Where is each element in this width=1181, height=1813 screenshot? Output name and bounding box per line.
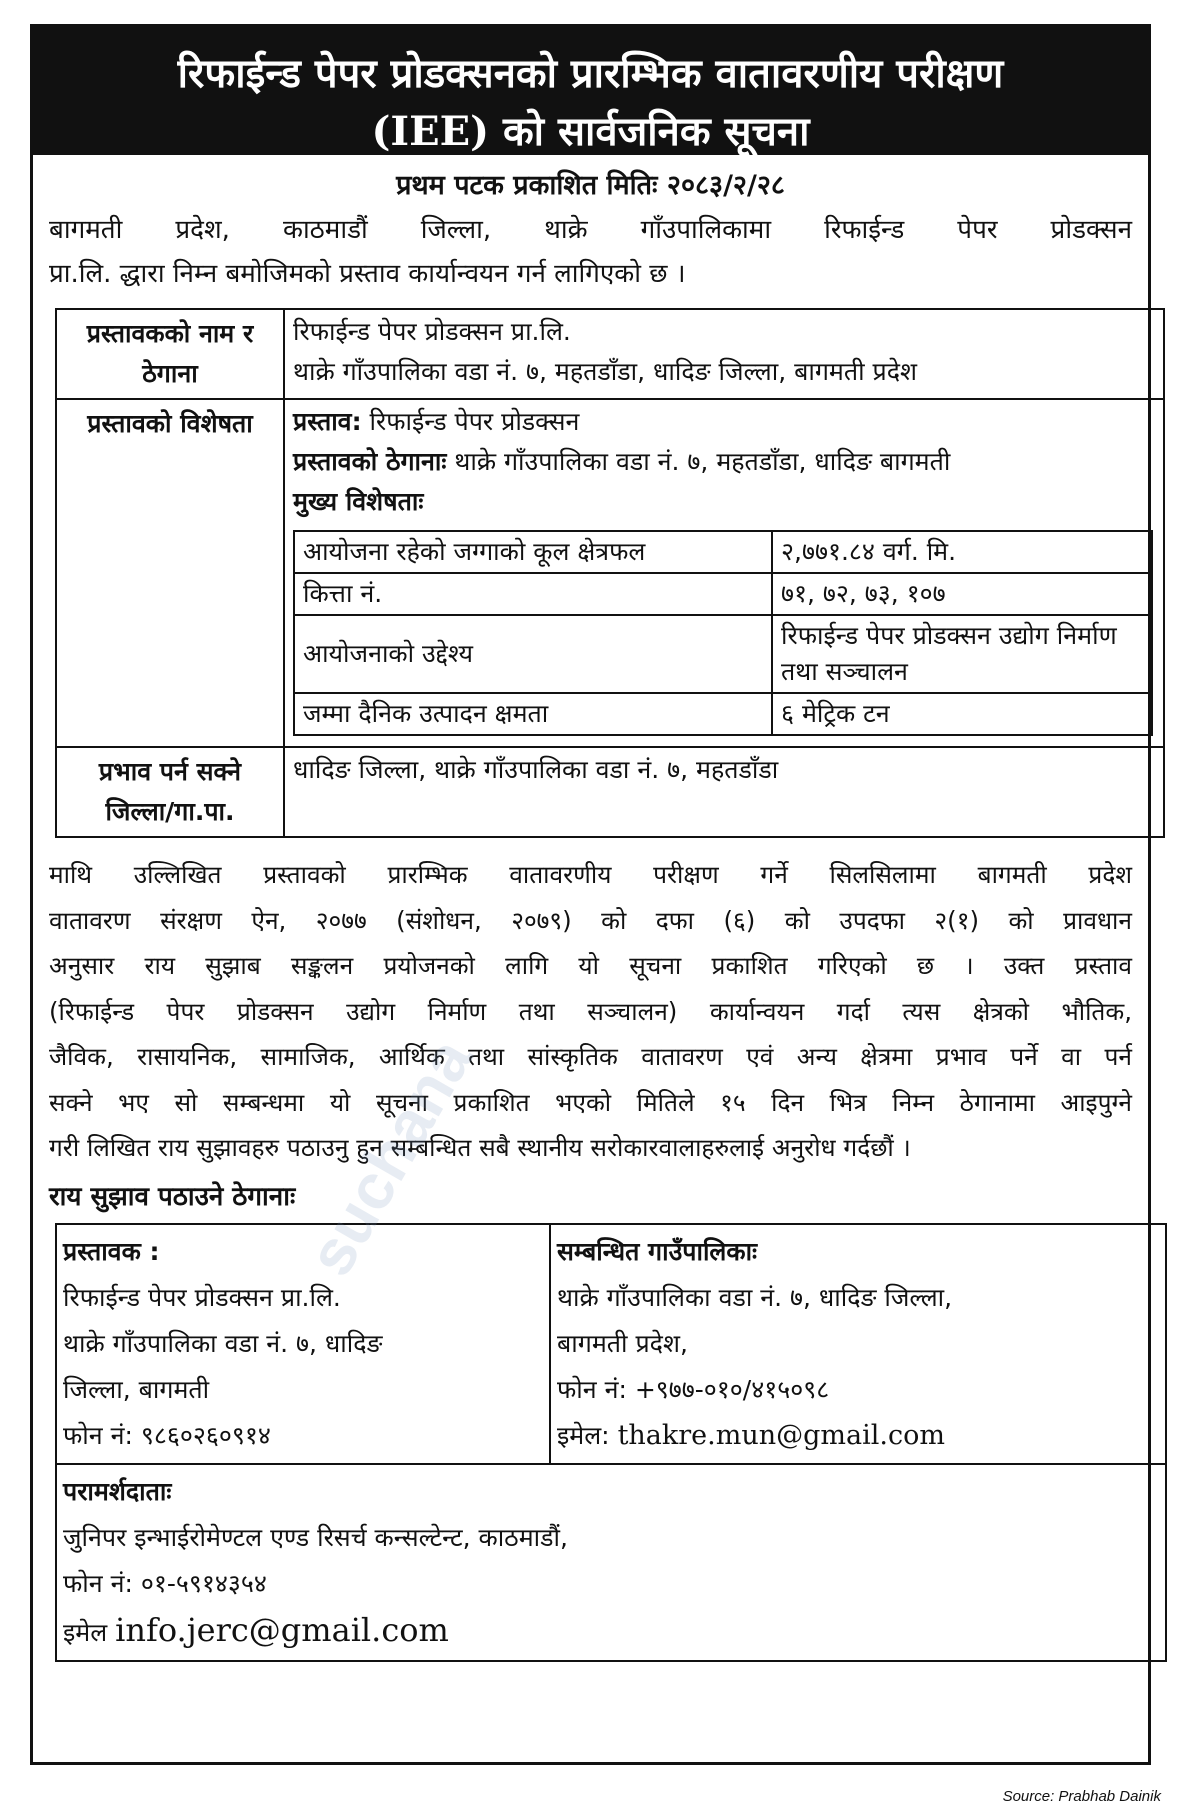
proposal-table	[55, 308, 1165, 838]
municipality-contact-line: थाक्रे गाँउपालिका वडा नं. ७, धादिङ जिल्ला,	[557, 1282, 953, 1312]
intro-line: बागमती प्रदेश, काठमाडौं जिल्ला, थाक्रे गाँउपालिकामा रिफाईन्ड पेपर प्रोडक्सन	[49, 215, 1132, 245]
title-line-1: रिफाईन्ड पेपर प्रोडक्सनको प्रारम्भिक वातावरणीय परीक्षण	[177, 50, 1004, 97]
impact-row	[56, 747, 1164, 837]
proponent-contact-line: थाक्रे गाँउपालिका वडा नं. ७, धादिङ	[63, 1328, 383, 1358]
consultant-phone: फोन नं: ०१-५९१४३५४	[63, 1568, 267, 1598]
proponent-name: रिफाईन्ड पेपर प्रोडक्सन प्रा.लि.	[293, 317, 571, 346]
consultant-heading: परामर्शदाताः	[63, 1476, 172, 1506]
proponent-contact-heading: प्रस्तावक :	[63, 1236, 160, 1266]
body-line: अनुसार राय सुझाब सङ्कलन प्रयोजनको लागि यो सूचना प्रकाशित गरिएको छ । उक्त प्रस्ताव	[49, 951, 1132, 980]
contact-row	[56, 1224, 1166, 1464]
consultant-email-line	[63, 1607, 1159, 1656]
proponent-phone: फोन नं: ९८६०२६०९१४	[63, 1420, 271, 1450]
intro-line: प्रा.लि. द्धारा निम्न बमोजिमको प्रस्ताव कार्यान्वयन गर्न लागिएको छ ।	[49, 259, 686, 289]
features-value	[284, 399, 1164, 747]
feature-value: ७१, ७२, ७३, १०७	[772, 573, 1152, 615]
consultant-email[interactable]: info.jerc@gmail.com	[115, 1610, 449, 1649]
municipality-phone: फोन नं: +९७७-०१०/४१५०९८	[557, 1374, 830, 1404]
feature-value: २,७७१.८४ वर्ग. मि.	[772, 531, 1152, 573]
feature-key: कित्ता नं.	[294, 573, 772, 615]
proponent-row	[56, 309, 1164, 399]
contact-table	[55, 1223, 1167, 1662]
impact-label: प्रभाव पर्न सक्ने जिल्ला/गा.पा.	[56, 747, 284, 837]
body-line: वातावरण संरक्षण ऐन, २०७७ (संशोधन, २०७९) को दफा (६) को उपदफा २(१) को प्रावधान	[49, 905, 1132, 935]
notice-frame	[30, 24, 1151, 1765]
features-inner-table	[293, 530, 1153, 736]
location-value: थाक्रे गाँउपालिका वडा नं. ७, महतडाँडा, धादिङ बागमती	[446, 447, 951, 476]
body-line: (रिफाईन्ड पेपर प्रोडक्सन उद्योग निर्माण तथा सञ्चालन) कार्यान्वयन गर्दा त्यस क्षेत्रको भौतिक,	[49, 996, 1132, 1026]
feature-key: जम्मा दैनिक उत्पादन क्षमता	[294, 693, 772, 735]
body-line: सक्ने भए सो सम्बन्धमा यो सूचना प्रकाशित भएको मितिले १५ दिन भित्र निम्न ठेगानामा आइपुग्ने	[49, 1087, 1132, 1117]
municipality-email[interactable]: thakre.mun@gmail.com	[617, 1419, 945, 1451]
location-key: प्रस्तावको ठेगानाः	[293, 447, 447, 476]
municipality-contact-heading: सम्बन्धित गाउँपालिकाः	[557, 1236, 758, 1266]
municipality-email-label: इमेल:	[557, 1420, 610, 1450]
proponent-contact-line: जिल्ला, बागमती	[63, 1374, 210, 1404]
features-label: प्रस्तावको विशेषता	[56, 399, 284, 747]
proponent-contact	[56, 1224, 550, 1464]
body-line: माथि उल्लिखित प्रस्तावको प्रारम्भिक वातावरणीय परीक्षण गर्ने सिलसिलामा बागमती प्रदेश	[49, 860, 1132, 889]
main-features-heading: मुख्य विशेषताः	[293, 487, 424, 516]
body-line: गरी लिखित राय सुझावहरु पठाउनु हुन सम्बन्धित सबै स्थानीय सरोकारवालाहरुलाई अनुरोध गर्दछौं ।	[49, 1133, 911, 1162]
proponent-address: थाक्रे गाँउपालिका वडा नं. ७, महतडाँडा, धादिङ जिल्ला, बागमती प्रदेश	[293, 357, 918, 386]
impact-value: धादिङ जिल्ला, थाक्रे गाँउपालिका वडा नं. ७, महतडाँडा	[284, 747, 1164, 837]
feature-value: ६ मेट्रिक टन	[772, 693, 1152, 735]
consultant-email-label: इमेल	[63, 1617, 108, 1647]
consultant-row	[56, 1464, 1166, 1661]
proposal-line	[293, 402, 1155, 442]
feature-row	[294, 573, 1152, 615]
body-paragraph	[49, 852, 1132, 1171]
municipality-email-line	[557, 1413, 1159, 1459]
publication-date: प्रथम पटक प्रकाशित मितिः २०८३/२/२८	[396, 170, 785, 201]
intro-paragraph	[49, 208, 1132, 296]
consultant-contact	[56, 1464, 1166, 1661]
notice-title	[33, 27, 1148, 155]
proposal-value: रिफाईन्ड पेपर प्रोडक्सन	[361, 407, 580, 436]
location-line	[293, 442, 1155, 482]
feature-row	[294, 693, 1152, 735]
proponent-value	[284, 309, 1164, 399]
feature-key: आयोजनाको उद्देश्य	[294, 615, 772, 693]
features-row	[56, 399, 1164, 747]
proponent-label: प्रस्तावकको नाम र ठेगाना	[56, 309, 284, 399]
proponent-contact-line: रिफाईन्ड पेपर प्रोडक्सन प्रा.लि.	[63, 1282, 341, 1312]
body-line: जैविक, रासायनिक, सामाजिक, आर्थिक तथा सांस्कृतिक वातावरण एवं अन्य क्षेत्रमा प्रभाव पर्ने वा पर्न	[49, 1042, 1132, 1071]
proposal-key: प्रस्ताव:	[293, 407, 362, 436]
title-line-2: (IEE) को सार्वजनिक सूचना	[371, 108, 810, 155]
feature-value: रिफाईन्ड पेपर प्रोडक्सन उद्योग निर्माण तथा सञ्चालन	[772, 615, 1152, 693]
feature-row	[294, 531, 1152, 573]
source-credit: Source: Prabhab Dainik	[1002, 1788, 1161, 1805]
feature-row	[294, 615, 1152, 693]
consultant-name: जुनिपर इन्भाईरोमेण्टल एण्ड रिसर्च कन्सल्टेन्ट, काठमाडौं,	[63, 1522, 568, 1552]
municipality-contact-line: बागमती प्रदेश,	[557, 1328, 688, 1358]
feature-key: आयोजना रहेको जग्गाको कूल क्षेत्रफल	[294, 531, 772, 573]
address-heading: राय सुझाव पठाउने ठेगानाः	[49, 1181, 296, 1212]
municipality-contact	[550, 1224, 1166, 1464]
